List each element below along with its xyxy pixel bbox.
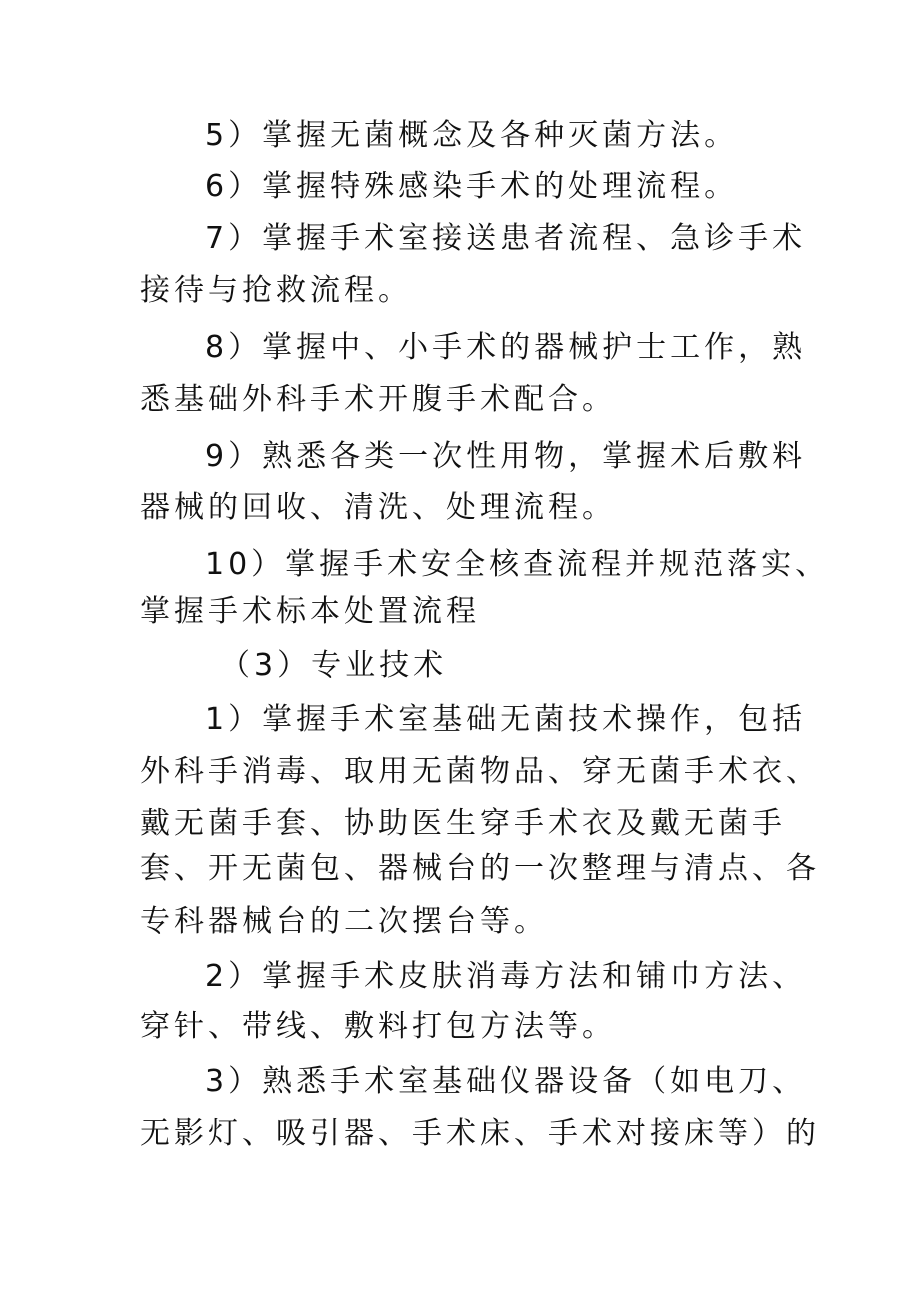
text-line-item-8: 8）掌握中、小手术的器械护士工作，熟 xyxy=(205,330,807,365)
text-line-item-10: 10）掌握手术安全核查流程并规范落实、 xyxy=(205,547,830,582)
text-line-item-9: 9）熟悉各类一次性用物，掌握术后敷料 xyxy=(205,439,807,474)
text-line-item-8-cont: 悉基础外科手术开腹手术配合。 xyxy=(140,382,616,417)
text-line-item-7-cont: 接待与抢救流程。 xyxy=(140,273,412,308)
text-line-item-10-cont: 掌握手术标本处置流程 xyxy=(140,594,480,629)
text-line-item-6: 6）掌握特殊感染手术的处理流程。 xyxy=(205,169,739,204)
text-line-item-5: 5）掌握无菌概念及各种灭菌方法。 xyxy=(205,118,739,153)
text-line-item-9-cont: 器械的回收、清洗、处理流程。 xyxy=(140,490,616,525)
text-line-skill-3: 3）熟悉手术室基础仪器设备（如电刀、 xyxy=(205,1064,807,1099)
text-line-skill-2-cont: 穿针、带线、敷料打包方法等。 xyxy=(140,1009,616,1044)
text-line-item-7: 7）掌握手术室接送患者流程、急诊手术 xyxy=(205,221,807,256)
section-heading: （3）专业技术 xyxy=(220,648,448,683)
text-line-skill-1-cont-b: 戴无菌手套、协助医生穿手术衣及戴无菌手 xyxy=(140,806,786,841)
text-line-skill-1-cont-d: 专科器械台的二次摆台等。 xyxy=(140,904,548,939)
text-line-skill-1-cont-c: 套、开无菌包、器械台的一次整理与清点、各 xyxy=(140,851,820,886)
text-line-skill-2: 2）掌握手术皮肤消毒方法和铺巾方法、 xyxy=(205,959,807,994)
text-line-skill-1-cont-a: 外科手消毒、取用无菌物品、穿无菌手术衣、 xyxy=(140,754,820,789)
text-line-skill-1: 1）掌握手术室基础无菌技术操作，包括 xyxy=(205,702,807,737)
text-line-skill-3-cont: 无影灯、吸引器、手术床、手术对接床等）的 xyxy=(140,1116,820,1151)
